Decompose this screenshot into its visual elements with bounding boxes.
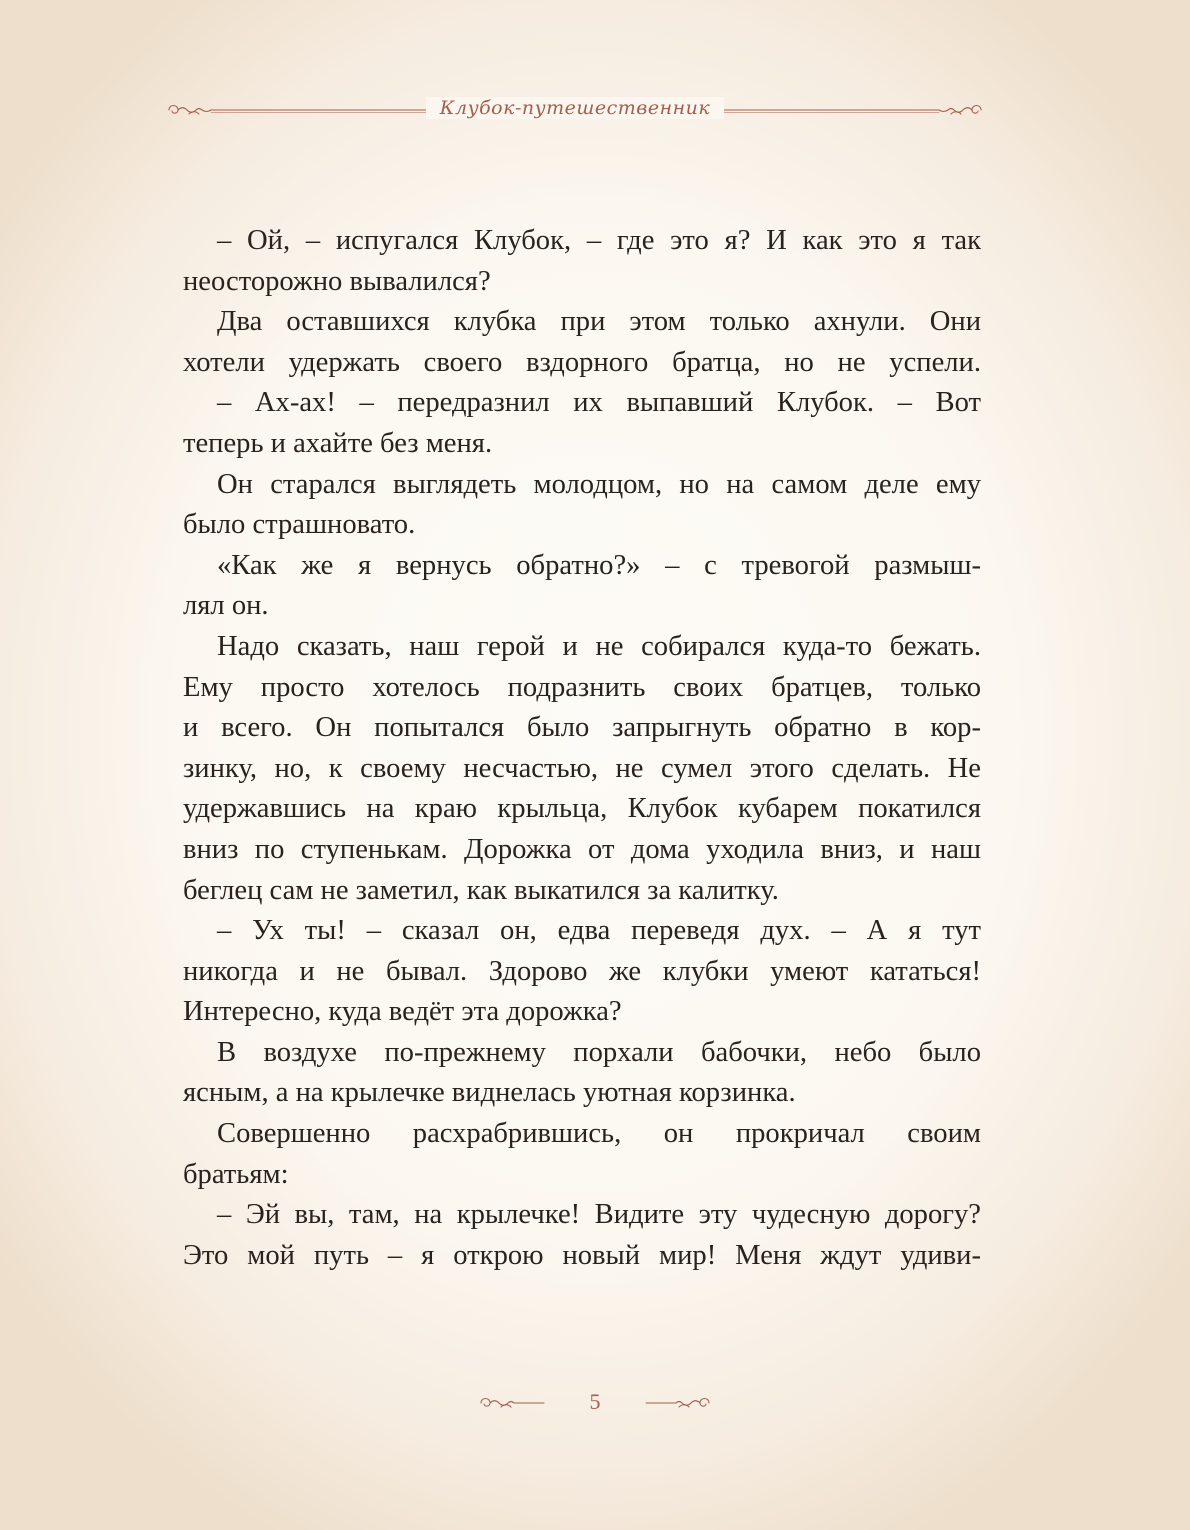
text-line: удержавшись на краю крыльца, Клубок кубарем покатился xyxy=(183,793,981,825)
text-line: было страшновато. xyxy=(183,509,416,541)
text-line: – Ух ты! – сказал он, едва переведя дух. – А я тут xyxy=(217,915,981,947)
text-line: Это мой путь – я открою новый мир! Меня ждут удиви- xyxy=(183,1239,981,1271)
text-line: Он старался выглядеть молодцом, но на самом деле ему xyxy=(217,468,981,500)
text-line: хотели удержать своего вздорного братца, но не успели. xyxy=(183,346,981,378)
text-line: Совершенно расхрабрившись, он прокричал своим xyxy=(217,1118,981,1150)
text-line: лял он. xyxy=(183,590,269,622)
running-head-title-text: Клубок-путешественник xyxy=(426,97,724,119)
text-line: никогда и не бывал. Здорово же клубки умеют кататься! xyxy=(183,955,981,987)
text-line: беглец сам не заметил, как выкатился за калитку. xyxy=(183,874,779,906)
text-line: – Ах-ах! – передразнил их выпавший Клубок. – Вот xyxy=(217,387,981,419)
page-footer xyxy=(475,1385,715,1421)
text-line: В воздухе по-прежнему порхали бабочки, небо было xyxy=(217,1036,981,1068)
text-line: неосторожно вывалился? xyxy=(183,265,491,297)
text-line: Надо сказать, наш герой и не собирался куда-то бежать. xyxy=(217,630,981,662)
text-line: «Как же я вернусь обратно?» – с тревогой размыш- xyxy=(217,549,981,581)
text-line: и всего. Он попытался было запрыгнуть обратно в кор- xyxy=(183,712,981,744)
body-text xyxy=(183,221,981,1276)
text-line: теперь и ахайте без меня. xyxy=(183,427,493,459)
text-line: Ему просто хотелось подразнить своих братцев, только xyxy=(183,671,981,703)
text-line: Два оставшихся клубка при этом только ахнули. Они xyxy=(217,306,981,338)
running-head xyxy=(165,96,985,126)
text-line: братьям: xyxy=(183,1158,289,1190)
running-head-title xyxy=(165,97,985,119)
text-line: Интересно, куда ведёт эта дорожка? xyxy=(183,996,622,1028)
text-line: ясным, а на крылечке виднелась уютная корзинка. xyxy=(183,1077,796,1109)
text-line: вниз по ступенькам. Дорожка от дома уходила вниз, и наш xyxy=(183,833,981,865)
text-line: – Ой, – испугался Клубок, – где это я? И как это я так xyxy=(217,225,981,256)
page-number: 5 xyxy=(589,1389,601,1414)
text-line: зинку, но, к своему несчастью, не сумел этого сделать. Не xyxy=(183,752,981,784)
text-line: – Эй вы, там, на крылечке! Видите эту чудесную дорогу? xyxy=(217,1199,981,1231)
